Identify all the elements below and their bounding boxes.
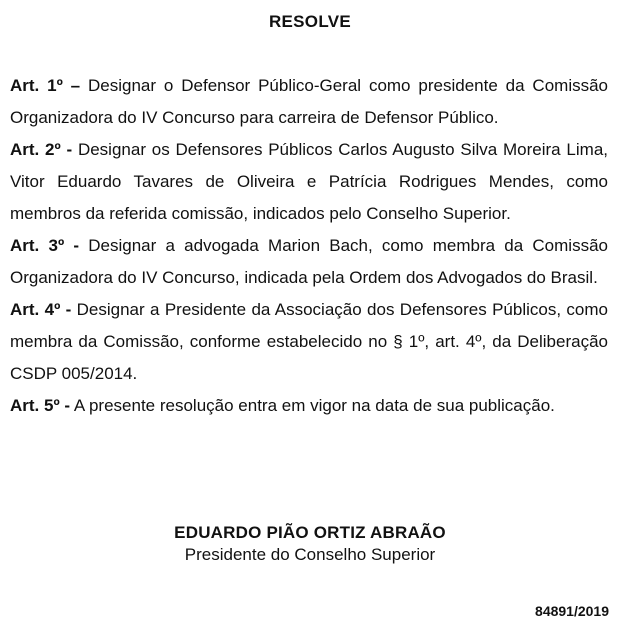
article-2 xyxy=(10,134,608,230)
article-text: Designar os Defensores Públicos Carlos Augusto Silva Moreira Lima, Vitor Eduardo Tavares de Oliveira e Patrícia Rodrigues Mendes, como membros da referida comissão, indicados pelo Conselho Superior. xyxy=(10,140,608,223)
document-id: 84891/2019 xyxy=(535,603,609,619)
article-label: Art. 4º - xyxy=(10,300,72,319)
article-text: A presente resolução entra em vigor na data de sua publicação. xyxy=(70,396,555,415)
resolve-heading: RESOLVE xyxy=(268,12,352,31)
signatory-title: Presidente do Conselho Superior xyxy=(184,545,436,564)
article-label: Art. 3º - xyxy=(10,236,80,255)
signatory-name: EDUARDO PIÃO ORTIZ ABRAÃO xyxy=(174,523,446,542)
articles-list xyxy=(10,70,608,422)
article-4 xyxy=(10,294,608,390)
article-label: Art. 2º - xyxy=(10,140,73,159)
article-text: Designar a Presidente da Associação dos Defensores Públicos, como membra da Comissão, conforme estabelecido no § 1º, art. 4º, da Deliberação CSDP 005/2014. xyxy=(10,300,608,383)
article-label: Art. 1º – xyxy=(10,76,81,95)
article-1 xyxy=(10,70,608,134)
article-5 xyxy=(10,390,608,422)
article-text: Designar o Defensor Público-Geral como presidente da Comissão Organizadora do IV Concurso para carreira de Defensor Público. xyxy=(10,76,609,127)
article-text: Designar a advogada Marion Bach, como membra da Comissão Organizadora do IV Concurso, indicada pela Ordem dos Advogados do Brasil. xyxy=(10,236,608,287)
article-label: Art. 5º - xyxy=(10,396,71,415)
cropped-previous-line xyxy=(10,0,130,2)
signature-block xyxy=(0,522,620,566)
article-3 xyxy=(10,230,608,294)
